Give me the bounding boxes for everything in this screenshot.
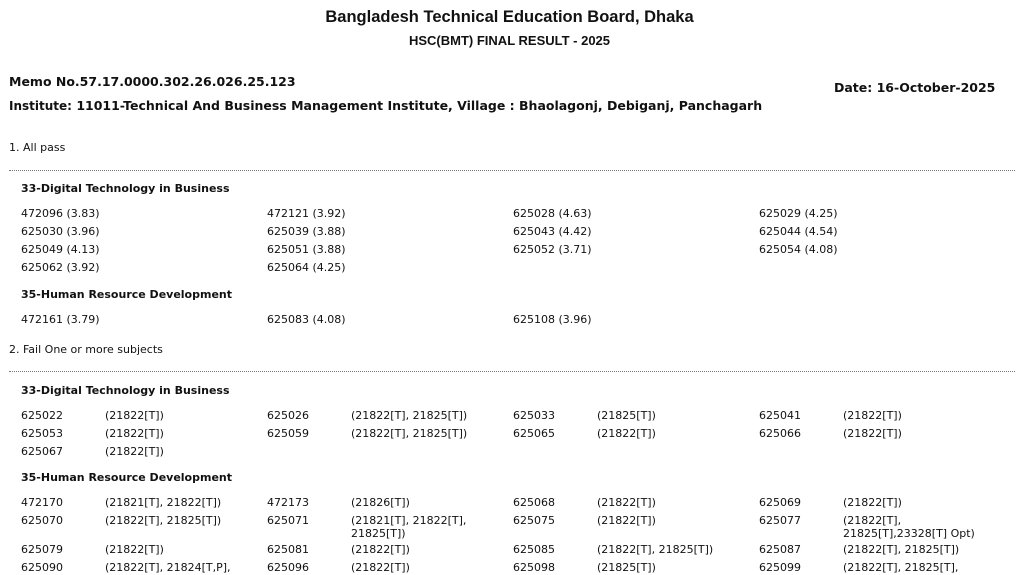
institute-line bbox=[9, 98, 762, 113]
fail-subject-codes: (21822[T]) bbox=[105, 409, 164, 422]
fail-subject-codes: (21822[T]) bbox=[105, 427, 164, 440]
result-date: Date: 16-October-2025 bbox=[834, 80, 996, 95]
pass-result-cell: 625051 (3.88) bbox=[267, 243, 346, 256]
fail-subject-codes: (21825[T]) bbox=[597, 409, 656, 422]
fail-subject-codes: (21822[T]) bbox=[843, 427, 902, 440]
fail-roll-number: 625070 bbox=[21, 514, 63, 527]
pass-section-title: 1. All pass bbox=[9, 141, 66, 154]
pass-subject-heading: 33-Digital Technology in Business bbox=[21, 182, 230, 195]
fail-subject-codes: (21822[T]) bbox=[597, 496, 656, 509]
fail-roll-number: 625096 bbox=[267, 561, 309, 574]
fail-roll-number: 625022 bbox=[21, 409, 63, 422]
fail-subject-codes: (21822[T], 21824[T,P], bbox=[105, 561, 231, 574]
fail-roll-number: 625077 bbox=[759, 514, 801, 527]
fail-subject-codes: (21822[T], 21825[T]) bbox=[597, 543, 714, 556]
fail-subject-heading: 33-Digital Technology in Business bbox=[21, 384, 230, 397]
memo-number: Memo No.57.17.0000.302.26.026.25.123 bbox=[9, 74, 296, 89]
pass-result-cell: 472096 (3.83) bbox=[21, 207, 100, 220]
fail-subject-codes: (21822[T]) bbox=[843, 409, 902, 422]
fail-roll-number: 472173 bbox=[267, 496, 309, 509]
fail-roll-number: 625079 bbox=[21, 543, 63, 556]
pass-result-cell: 625083 (4.08) bbox=[267, 313, 346, 326]
pass-result-cell: 625028 (4.63) bbox=[513, 207, 592, 220]
pass-result-cell: 625044 (4.54) bbox=[759, 225, 838, 238]
fail-subject-codes: (21822[T], 21825[T]) bbox=[105, 514, 222, 527]
fail-subject-codes: (21822[T], 21825[T]) bbox=[351, 409, 468, 422]
fail-section-divider bbox=[9, 371, 1015, 372]
pass-result-cell: 625064 (4.25) bbox=[267, 261, 346, 274]
pass-result-cell: 625039 (3.88) bbox=[267, 225, 346, 238]
fail-roll-number: 625099 bbox=[759, 561, 801, 574]
pass-result-cell: 625108 (3.96) bbox=[513, 313, 592, 326]
fail-subject-heading: 35-Human Resource Development bbox=[21, 471, 232, 484]
pass-result-cell: 625043 (4.42) bbox=[513, 225, 592, 238]
fail-roll-number: 472170 bbox=[21, 496, 63, 509]
fail-subject-codes: (21822[T], 21825[T],23328[T] Opt) bbox=[843, 514, 975, 540]
fail-subject-codes: (21825[T]) bbox=[597, 561, 656, 574]
fail-roll-number: 625033 bbox=[513, 409, 555, 422]
fail-roll-number: 625085 bbox=[513, 543, 555, 556]
pass-result-cell: 472121 (3.92) bbox=[267, 207, 346, 220]
fail-subject-codes: (21822[T]) bbox=[351, 561, 410, 574]
exam-title: HSC(BMT) FINAL RESULT - 2025 bbox=[408, 33, 611, 48]
fail-roll-number: 625041 bbox=[759, 409, 801, 422]
fail-subject-codes: (21821[T], 21822[T], 21825[T]) bbox=[351, 514, 467, 540]
institute-name: 11011-Technical And Business Management Institute, Village : Bhaolagonj, Debiganj, Panchagarh bbox=[76, 98, 763, 113]
pass-result-cell: 625029 (4.25) bbox=[759, 207, 838, 220]
fail-subject-codes: (21821[T], 21822[T]) bbox=[105, 496, 222, 509]
fail-roll-number: 625065 bbox=[513, 427, 555, 440]
fail-roll-number: 625068 bbox=[513, 496, 555, 509]
fail-roll-number: 625081 bbox=[267, 543, 309, 556]
board-title: Bangladesh Technical Education Board, Dhaka bbox=[325, 8, 694, 26]
pass-result-cell: 472161 (3.79) bbox=[21, 313, 100, 326]
pass-result-cell: 625049 (4.13) bbox=[21, 243, 100, 256]
pass-section-divider bbox=[9, 170, 1015, 171]
pass-result-cell: 625030 (3.96) bbox=[21, 225, 100, 238]
fail-subject-codes: (21822[T]) bbox=[351, 543, 410, 556]
fail-roll-number: 625075 bbox=[513, 514, 555, 527]
institute-label: Institute: bbox=[9, 99, 72, 113]
fail-roll-number: 625090 bbox=[21, 561, 63, 574]
fail-subject-codes: (21822[T]) bbox=[597, 514, 656, 527]
fail-section-title: 2. Fail One or more subjects bbox=[9, 343, 163, 356]
fail-roll-number: 625066 bbox=[759, 427, 801, 440]
fail-subject-codes: (21822[T]) bbox=[843, 496, 902, 509]
fail-subject-codes: (21822[T], 21825[T], bbox=[843, 561, 959, 574]
fail-roll-number: 625059 bbox=[267, 427, 309, 440]
fail-roll-number: 625026 bbox=[267, 409, 309, 422]
pass-result-cell: 625054 (4.08) bbox=[759, 243, 838, 256]
fail-subject-codes: (21822[T]) bbox=[105, 543, 164, 556]
pass-subject-heading: 35-Human Resource Development bbox=[21, 288, 232, 301]
fail-roll-number: 625067 bbox=[21, 445, 63, 458]
fail-subject-codes: (21822[T]) bbox=[105, 445, 164, 458]
fail-roll-number: 625098 bbox=[513, 561, 555, 574]
fail-roll-number: 625071 bbox=[267, 514, 309, 527]
fail-subject-codes: (21822[T], 21825[T]) bbox=[351, 427, 468, 440]
pass-result-cell: 625052 (3.71) bbox=[513, 243, 592, 256]
fail-roll-number: 625053 bbox=[21, 427, 63, 440]
fail-roll-number: 625069 bbox=[759, 496, 801, 509]
fail-subject-codes: (21822[T], 21825[T]) bbox=[843, 543, 960, 556]
fail-subject-codes: (21822[T]) bbox=[597, 427, 656, 440]
fail-roll-number: 625087 bbox=[759, 543, 801, 556]
pass-result-cell: 625062 (3.92) bbox=[21, 261, 100, 274]
fail-subject-codes: (21826[T]) bbox=[351, 496, 410, 509]
